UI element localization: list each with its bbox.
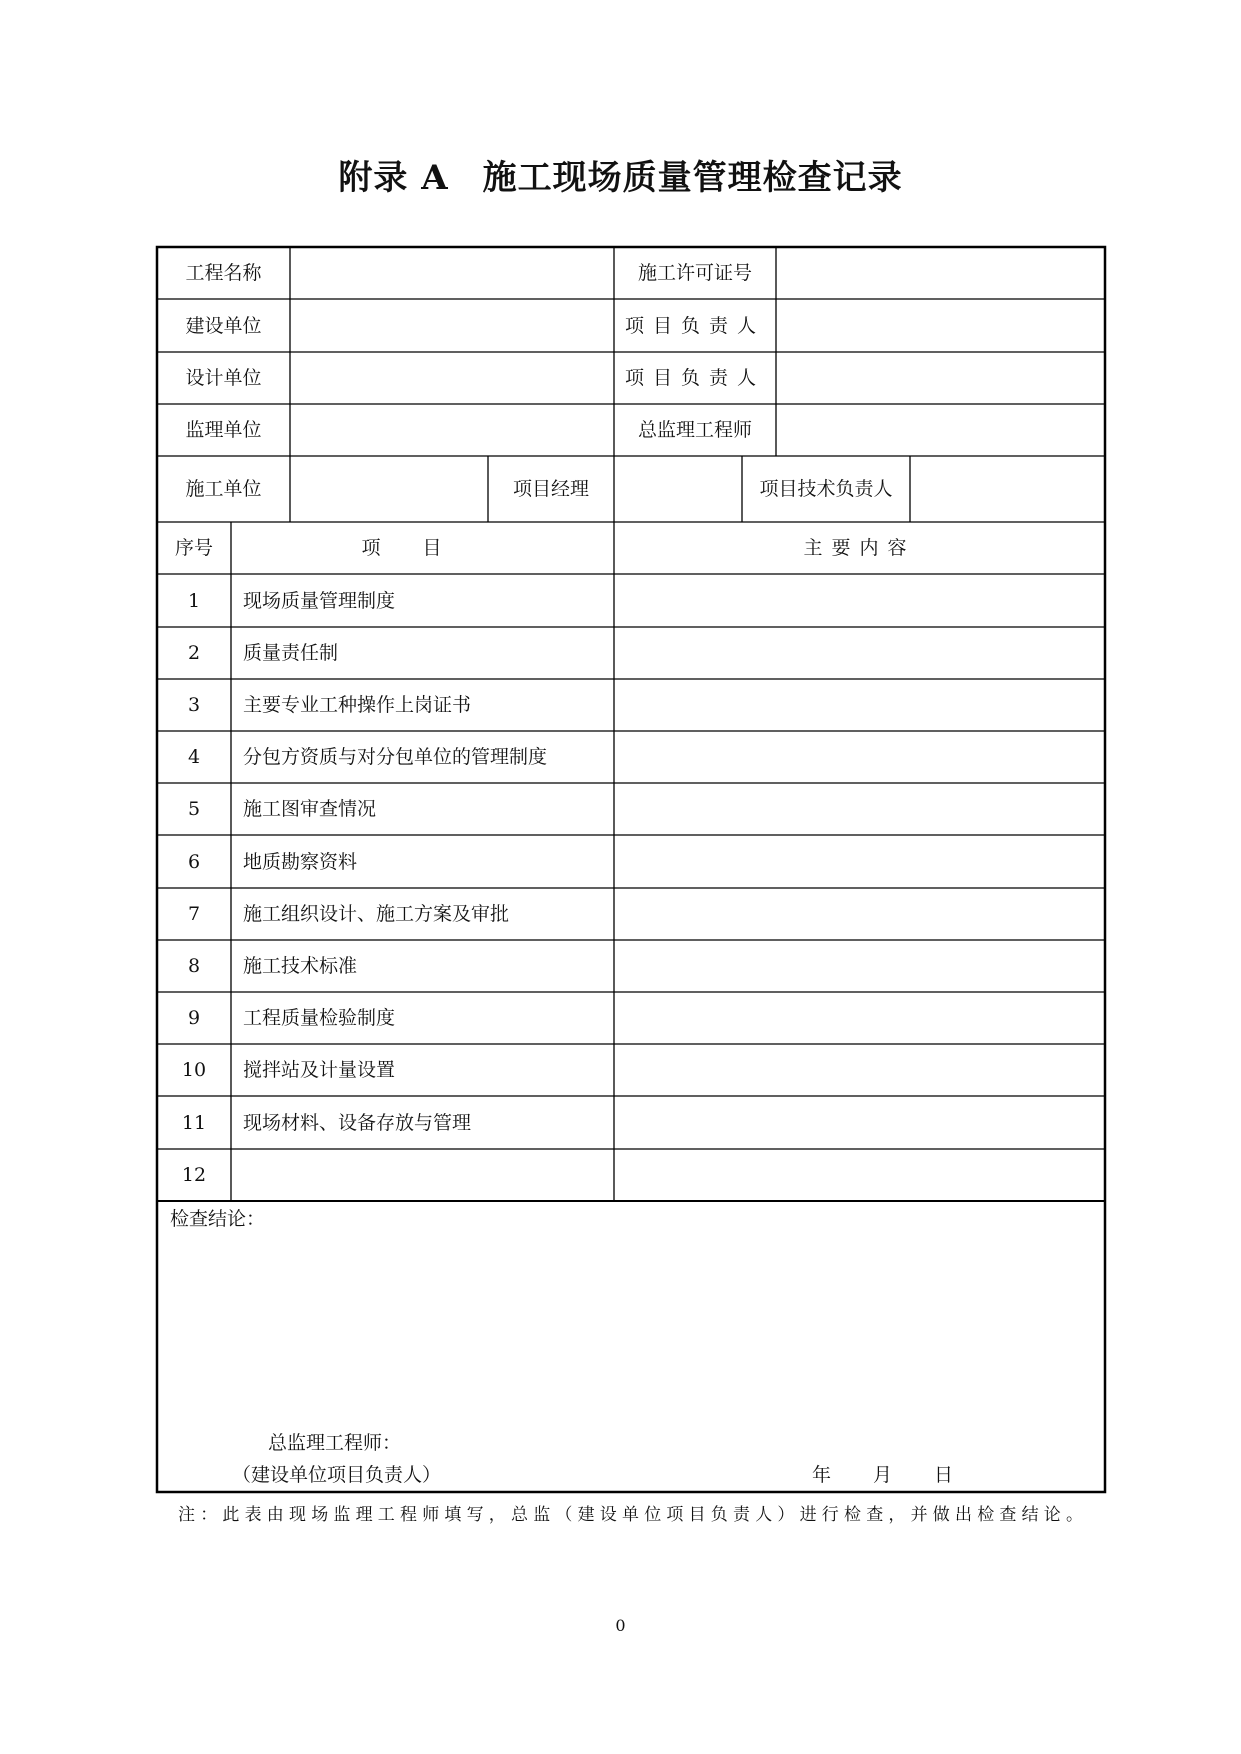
row-item: 现场材料、设备存放与管理 xyxy=(243,1111,472,1134)
row-content-field[interactable] xyxy=(614,731,1105,783)
page-number: 0 xyxy=(615,1616,626,1635)
row-number: 10 xyxy=(181,1059,207,1081)
row-number: 5 xyxy=(187,798,201,820)
row-item: 施工组织设计、施工方案及审批 xyxy=(243,903,510,925)
tech-lead-field[interactable] xyxy=(910,456,1105,522)
supervision-unit-field[interactable] xyxy=(290,404,614,456)
year-label: 年 xyxy=(812,1464,832,1486)
row-content-field[interactable] xyxy=(614,992,1105,1044)
row-item: 主要专业工种操作上岗证书 xyxy=(243,694,472,716)
project-name-field[interactable] xyxy=(290,247,614,299)
tech-lead-label: 项目技术负责人 xyxy=(759,478,893,500)
supervision-unit-label: 监理单位 xyxy=(185,419,262,441)
row-item: 现场质量管理制度 xyxy=(243,589,396,612)
row-item: 分包方资质与对分包单位的管理制度 xyxy=(243,746,548,768)
owner-manager-label: 项目负责人 xyxy=(624,314,765,337)
row-number: 8 xyxy=(187,955,201,977)
row-item: 工程质量检验制度 xyxy=(243,1007,396,1029)
row-number: 1 xyxy=(187,589,201,612)
permit-number-field[interactable] xyxy=(776,247,1105,299)
row-content-field[interactable] xyxy=(614,835,1105,888)
row-content-field[interactable] xyxy=(614,574,1105,627)
permit-number-label: 施工许可证号 xyxy=(637,262,752,284)
column-header-number: 序号 xyxy=(174,537,213,559)
row-content-field[interactable] xyxy=(614,888,1105,940)
row-item: 地质勘察资料 xyxy=(243,850,358,873)
row-content-field[interactable] xyxy=(614,1149,1105,1201)
project-name-label: 工程名称 xyxy=(185,262,262,284)
conclusion-label: 检查结论： xyxy=(170,1208,266,1230)
day-label: 日 xyxy=(934,1464,954,1486)
owner-manager-signature-label: （建设单位项目负责人） xyxy=(232,1464,442,1486)
row-item[interactable] xyxy=(231,1149,614,1201)
row-content-field[interactable] xyxy=(614,627,1105,679)
row-number: 2 xyxy=(187,642,201,664)
chief-supervisor-signature-label: 总监理工程师： xyxy=(268,1432,402,1454)
row-item: 质量责任制 xyxy=(243,642,339,664)
row-content-field[interactable] xyxy=(614,940,1105,992)
owner-unit-field[interactable] xyxy=(290,299,614,352)
date-field[interactable] xyxy=(812,1460,995,1487)
row-number: 12 xyxy=(181,1164,207,1186)
row-number: 3 xyxy=(187,694,201,716)
design-unit-label: 设计单位 xyxy=(185,367,262,389)
row-item: 施工图审查情况 xyxy=(243,798,377,820)
month-label: 月 xyxy=(873,1464,893,1486)
design-manager-field[interactable] xyxy=(776,352,1105,404)
row-content-field[interactable] xyxy=(614,679,1105,731)
row-item: 施工技术标准 xyxy=(243,955,358,977)
owner-manager-field[interactable] xyxy=(776,299,1105,352)
owner-unit-label: 建设单位 xyxy=(185,314,262,337)
row-item: 搅拌站及计量设置 xyxy=(243,1059,396,1081)
row-number: 7 xyxy=(187,903,201,925)
row-content-field[interactable] xyxy=(614,1044,1105,1096)
chief-supervisor-label: 总监理工程师 xyxy=(637,419,752,441)
chief-supervisor-field[interactable] xyxy=(776,404,1105,456)
project-manager-label: 项目经理 xyxy=(512,478,589,500)
conclusion-field[interactable] xyxy=(170,1236,1090,1416)
construction-unit-field[interactable] xyxy=(290,456,488,522)
column-header-content: 主要内容 xyxy=(803,537,916,559)
row-number: 11 xyxy=(181,1111,207,1134)
row-content-field[interactable] xyxy=(614,783,1105,835)
project-manager-field[interactable] xyxy=(614,456,742,522)
form-title: 施工现场质量管理检查记录 xyxy=(482,158,903,198)
construction-unit-label: 施工单位 xyxy=(185,478,262,500)
appendix-label: 附录 A xyxy=(338,158,449,198)
design-manager-label: 项目负责人 xyxy=(624,367,765,389)
row-number: 9 xyxy=(187,1007,201,1029)
design-unit-field[interactable] xyxy=(290,352,614,404)
column-header-item: 项目 xyxy=(361,537,484,559)
row-number: 4 xyxy=(187,746,201,768)
footnote: 注：此表由现场监理工程师填写，总监（建设单位项目负责人）进行检查，并做出检查结论。 xyxy=(178,1505,1089,1525)
row-content-field[interactable] xyxy=(614,1096,1105,1149)
row-number: 6 xyxy=(187,850,201,873)
